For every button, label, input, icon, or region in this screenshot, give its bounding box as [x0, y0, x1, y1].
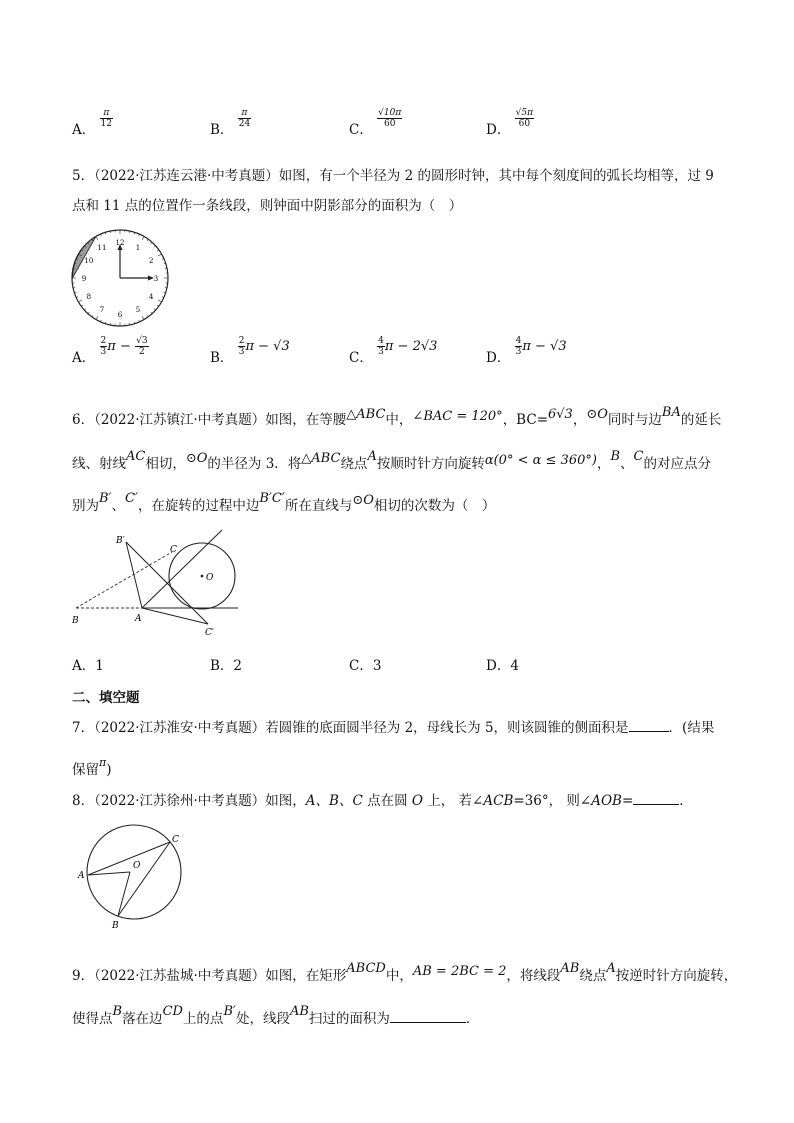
- text: 的半径为 3．将: [207, 456, 302, 472]
- text: 6．（2022·江苏镇江·中考真题）如图，在等腰: [72, 412, 347, 428]
- text: 绕点: [340, 456, 368, 472]
- text: 同时与边: [607, 412, 662, 428]
- text: 8．（2022·江苏徐州·中考真题）如图，: [72, 793, 306, 809]
- q6-option-a: [72, 654, 104, 674]
- text: ．: [465, 1011, 480, 1027]
- q4-option-a: [72, 108, 113, 141]
- text: 的延长: [680, 412, 722, 428]
- q8-line: [72, 790, 693, 811]
- text: 处，线段: [235, 1011, 290, 1027]
- math-angle: ∠BAC = 120°: [412, 409, 503, 424]
- label-c: C: [170, 545, 177, 555]
- text: ，BC=: [502, 412, 548, 428]
- math-triangle-abc: △ABC: [346, 407, 386, 422]
- text: ，在旋转的过程中边: [137, 498, 260, 514]
- math-points: A、B、C: [305, 793, 363, 809]
- q6-option-b: [210, 654, 242, 674]
- option-fraction: [100, 108, 113, 129]
- rotation-figure: [68, 528, 248, 640]
- text: 别为: [72, 498, 99, 514]
- fraction-numerator: √5π: [515, 108, 534, 118]
- text: 扫过的面积为: [308, 1011, 390, 1027]
- q6-line3: [72, 491, 496, 517]
- option-letter: B．: [210, 658, 234, 674]
- q5-option-b: B． $\frac{2}{3}$ π − √3: [210, 336, 290, 366]
- label-b: B: [72, 616, 79, 626]
- math-point-b: B: [610, 449, 620, 464]
- answer-blank[interactable]: [633, 790, 679, 805]
- q5-option-d: D． $\frac{4}{3}$ π − √3: [486, 336, 567, 366]
- text: 9．（2022·江苏盐城·中考真题）如图，在矩形: [72, 968, 347, 984]
- q5-option-a: A． $\frac{2}{3}$ π − $\frac{√3}{2}$: [72, 336, 148, 366]
- q5-line2: 点和 11 点的位置作一条线段，则钟面中阴影部分的面积为（ ）: [72, 198, 463, 214]
- fraction-denominator: 60: [383, 119, 396, 129]
- text: 所在直线与: [284, 498, 353, 514]
- text: 按逆时针方向旋转，: [615, 968, 738, 984]
- option-letter: C．: [349, 658, 373, 674]
- clock-number: 1: [135, 243, 141, 252]
- text: =36°， 则∠: [513, 793, 592, 809]
- text: 落在边: [122, 1011, 163, 1027]
- math-cd: CD: [162, 1004, 183, 1019]
- q6-option-d: [486, 654, 519, 674]
- math-value: 6√3: [548, 407, 573, 422]
- text: 上， 若∠: [422, 793, 484, 809]
- option-letter: B．: [210, 350, 234, 366]
- option-letter: A．: [72, 350, 96, 366]
- math-b-prime: B′: [99, 491, 112, 506]
- label-c: C: [172, 835, 179, 845]
- text: ．: [679, 793, 693, 809]
- fraction-numerator: π: [238, 108, 251, 119]
- math-pi: π: [99, 756, 107, 769]
- option-letter: D．: [486, 658, 511, 674]
- clock-number: 9: [81, 275, 87, 283]
- math-ab: AB: [289, 1004, 309, 1019]
- option-letter: A．: [72, 122, 96, 138]
- answer-blank[interactable]: [390, 1008, 466, 1023]
- clock-number: 7: [99, 306, 105, 315]
- q6-option-c: [349, 654, 381, 674]
- label-a: A: [135, 614, 142, 624]
- math-a: A: [606, 961, 616, 976]
- option-text: 2: [233, 658, 243, 674]
- clock-number: 2: [148, 257, 154, 265]
- math-b: B: [112, 1004, 123, 1019]
- circle-figure: [74, 820, 194, 932]
- clock-number: 11: [97, 243, 107, 252]
- text: 使得点: [72, 1011, 113, 1027]
- q5-option-c: C． $\frac{4}{3}$ π − 2√3: [349, 336, 438, 366]
- math-circle-o: ⊙O: [352, 493, 374, 508]
- label-a: A: [78, 871, 85, 881]
- math-equation: AB = 2BC = 2: [412, 964, 507, 979]
- text: 7．（2022·江苏淮安·中考真题）若圆锥的底面圆半径为 2，母线长为 5，则该圆锥的侧面积是: [72, 720, 629, 736]
- label-c-prime: C′: [205, 628, 214, 638]
- text: 的对应点分: [643, 456, 711, 472]
- frac-two-thirds: $\frac{2}{3}$: [238, 336, 245, 357]
- math-circle-o: ⊙O: [185, 451, 208, 466]
- ray-ac: [142, 530, 222, 608]
- clock-number: 10: [84, 257, 94, 265]
- text: ，: [596, 456, 611, 472]
- math-acb: ACB: [483, 793, 514, 809]
- math-bc-prime: B′C′: [259, 491, 285, 506]
- q6-line2: [72, 449, 711, 475]
- answer-blank[interactable]: [629, 717, 669, 732]
- option-letter: C．: [349, 350, 373, 366]
- fraction-denominator: 60: [518, 119, 531, 129]
- math-o: O: [411, 793, 423, 809]
- text: 点在圆: [362, 793, 412, 809]
- q5-line1: 5．（2022·江苏连云港·中考真题）如图，有一个半径为 2 的圆形时钟，其中每个刻度间的弧长均相等，过 9: [72, 168, 714, 184]
- option-letter: A．: [72, 658, 96, 674]
- option-text: 3: [372, 658, 382, 674]
- text: 中，: [385, 968, 413, 984]
- fraction-numerator: √10π: [378, 108, 402, 118]
- clock-number: 3: [153, 275, 159, 283]
- text: 按顺时针方向旋转: [376, 456, 485, 472]
- math-circle-o: ⊙O: [586, 407, 608, 422]
- q9-line1: [72, 961, 738, 987]
- fraction-denominator: 12: [100, 119, 112, 129]
- text: 相切的次数为（ ）: [373, 498, 496, 514]
- math-b-prime: B′: [223, 1004, 236, 1019]
- segment-ac-prime: [142, 608, 208, 624]
- circle-o: [87, 825, 181, 919]
- segment-ob: [118, 872, 130, 916]
- clock-number: 8: [86, 293, 92, 301]
- label-o: O: [206, 573, 214, 583]
- q7-line2: [72, 756, 112, 781]
- text: 保留: [72, 762, 99, 778]
- text: 线、射线: [72, 456, 126, 472]
- fraction-numerator: π: [100, 108, 113, 119]
- section-heading-fill-in: 二、填空题: [72, 690, 140, 706]
- q6-line1: [72, 405, 722, 431]
- text: 上的点: [182, 1011, 224, 1027]
- q9-line2: [72, 1004, 480, 1030]
- segment-ac: [88, 842, 170, 875]
- clock-number: 5: [135, 306, 141, 315]
- fraction-denominator: 24: [238, 119, 251, 129]
- clock-figure: [66, 224, 176, 334]
- q4-option-b: [210, 108, 251, 141]
- frac-four-thirds: $\frac{4}{3}$: [515, 336, 522, 357]
- label-b-prime: B′: [116, 536, 125, 546]
- math-ab: AB: [560, 961, 580, 976]
- q7-line1: [72, 717, 714, 738]
- frac-root3-over-2: $\frac{√3}{2}$: [136, 336, 148, 357]
- label-o: O: [133, 861, 141, 871]
- math-alpha-range: α(0° < α ≤ 360°): [484, 453, 597, 468]
- text: ): [106, 762, 112, 778]
- segment-cb: [118, 842, 170, 916]
- math-aob: AOB: [591, 793, 622, 809]
- option-letter: D．: [486, 350, 511, 366]
- center-o: [201, 575, 204, 578]
- segment-ab-prime: [126, 542, 142, 608]
- label-b: B: [112, 921, 119, 931]
- math-abcd: ABCD: [346, 961, 386, 976]
- clock-number: 4: [148, 293, 154, 301]
- math-ac: AC: [126, 449, 146, 464]
- text: 相切，: [145, 456, 186, 472]
- option-fraction: [515, 108, 534, 129]
- segment-b-prime-c-prime: [126, 542, 208, 624]
- text: ，将线段: [506, 968, 561, 984]
- option-letter: D．: [486, 122, 511, 138]
- math-triangle-abc: △ABC: [301, 451, 341, 466]
- text: 、: [620, 456, 634, 472]
- option-fraction: [377, 108, 402, 129]
- frac-four-thirds: $\frac{4}{3}$: [378, 336, 384, 357]
- clock-number: 6: [117, 311, 123, 319]
- text: =: [621, 793, 634, 809]
- option-text: 1: [95, 658, 104, 674]
- math-ba: BA: [661, 405, 681, 420]
- text: 中，: [385, 412, 413, 428]
- option-text: 4: [510, 658, 519, 674]
- math-point-a: A: [367, 449, 377, 464]
- text: 、: [111, 498, 126, 514]
- text: ．(结果: [668, 720, 715, 736]
- frac-two-thirds: $\frac{2}{3}$: [100, 336, 107, 357]
- math-c-prime: C′: [125, 491, 138, 506]
- text: 绕点: [579, 968, 607, 984]
- option-letter: B．: [210, 122, 234, 138]
- dashed-bc: [76, 552, 172, 608]
- clock-number: 12: [115, 239, 125, 247]
- option-fraction: [238, 108, 251, 129]
- text: ，: [572, 412, 587, 428]
- math-point-c: C: [633, 449, 644, 464]
- option-letter: C．: [349, 122, 373, 138]
